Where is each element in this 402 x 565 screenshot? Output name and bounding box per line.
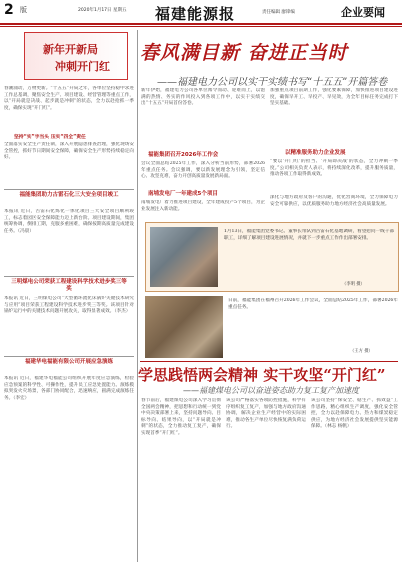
caption-b: 日前，福能集团在福州召开2026年工作会议，全面总结2025年工作，部署2026年重点任务。	[228, 298, 398, 310]
mid-story-body: 会议全面总结2025年工作，深入分析当前形势，部署2026年重点任务。会议强调，要以新发展理念为引领，坚定信心、攻坚克难，奋力开创高质量发展新局面。	[141, 161, 265, 180]
story2-body: 本报讯 近日，三明煤电公司“大型循环流化床锅炉关键技术研究与应用”项目荣获工程建设科学技术进步奖三等奖。该项目针对锅炉运行中的关键技术问题开展攻关，取得显著成效。（李杰）	[4, 296, 134, 315]
divider	[4, 276, 134, 277]
story1-body: 本报讯 近日，古雷石化炼化一体化项目三大安全项目顺利竣工，标志着园区安全保障能力迈上新台阶。项目建设期间，集团统筹协调，倒排工期，克服多重困难，确保按期高质量完成建设任务。（冯晨）	[4, 209, 134, 234]
issue-date: 2020年1月17日 星期五	[78, 8, 127, 13]
caption-b-credit: （王方 摄）	[350, 349, 373, 354]
mid-subhead: 南埔发电厂一年建成5个项目	[148, 191, 218, 197]
logo-line-1: 新年开新局	[43, 43, 98, 56]
page-suffix: 版	[20, 6, 27, 14]
section-title: 企业要闻	[341, 6, 385, 19]
left-sub-heading: 坚持“实”字当头 压实“四全”责任	[14, 135, 86, 140]
bottom-body-b: 该公司严格落实各项防控措施，科学有序组织复工复产，加强与地方政府沟通协调，解决企业生产经营中的实际困难，推动各生产单位尽快恢复满负荷运行。	[226, 398, 306, 430]
photo-site-visit	[150, 227, 218, 287]
story2-title: 三明煤电公司荣获工程建设科学技术进步奖三等奖	[11, 279, 127, 292]
lead-intro-p2: 全面落实安全生产责任制，深入开展隐患排查治理，强化现场安全管控，抓好节日期间安全保障，确保安全生产形势持续稳定向好。	[4, 142, 134, 161]
bottom-headline: 学思践悟两会精神 实干攻坚“开门红”	[138, 366, 386, 384]
story1-title: 福能集团助力古雷石化三大安全项目竣工	[19, 192, 119, 198]
bottom-rule	[140, 361, 398, 362]
caption-a-credit: （李明 摄）	[342, 282, 365, 287]
mid-story-title: 福能集团召开2026年工作会	[148, 152, 219, 158]
lead-headline: 春风满目新 奋进正当时	[140, 42, 348, 64]
header-rule-thin	[0, 26, 402, 27]
story3-title: 福建华电福能有限公司开展应急演练	[24, 359, 113, 365]
page-number: 2	[4, 2, 14, 18]
editor-line: 责任编辑 廖锋编	[262, 10, 295, 15]
masthead: 福建能源报	[155, 5, 236, 23]
right-para2: “要以‘开门红’的担当、‘开局即决战’的状态，全力冲刺一季度。”公司相关负责人表示，将持续深化改革，提升服务质量，推动各项工作取得新成效。	[270, 159, 398, 178]
story3-body: 本报讯 近日，福建华电福能公司组织开展年度应急演练，检验应急预案的科学性、可操作性，提升员工应急处置能力。演练模拟突发火灾场景，各部门协同配合，迅速响应，圆满完成演练任务。（李宏）	[4, 376, 134, 401]
campaign-logo	[24, 32, 128, 80]
photo-banner	[145, 222, 399, 292]
lead-subhead: ——福建电力公司以实干实绩书写“十五五”开篇答卷	[157, 77, 388, 88]
right-para1: 加强重点项目前期工作，强化要素保障，加快推进项目建设进度，确保早开工、早投产、早见效，为全年目标任务完成打下坚实基础。	[270, 88, 398, 107]
logo-line-2: 冲刺开门红	[55, 60, 110, 73]
lead-intro-p1: 春潮涌动，万物更新。“十五五”开局之年，各单位坚持稳中求进工作总基调，聚焦安全生产、项目建设、经营管理等重点工作，以“开局就是决战、起步就是冲刺”的状态，全力以赴抢抓一季度，确保实现“开门红”。	[4, 86, 134, 111]
bottom-body-c: 该公司坚持“保安全、稳生产、抓效益”工作思路，精心组织生产调度，强化安全管控，全力以赴保障电力、热力和煤炭稳定供应，为地方经济社会发展提供坚实能源保障。（林志 杨帆）	[311, 398, 398, 430]
mid-subbody: 南埔发电厂着力推进项目建设，全年建成投产5个项目，为企业发展注入新动能。	[141, 200, 265, 212]
mid-para1: 新年伊始，福建电力公司各单位闻令而动、迎难而上，以饱满的热情、务实的作风投入到各项工作中，以实干实绩交出“十五五”开局首份答卷。	[141, 88, 265, 107]
header-rule	[0, 23, 402, 25]
right-para3: 深化与地方政府及客户的沟通，优化营商环境，全力保障电力安全可靠供应，以优质服务助力地方经济社会高质量发展。	[270, 195, 398, 207]
bottom-body-a: 春节前后，福建煤电公司深入学习贯彻全国两会精神，把思想和行动统一到党中央决策部署上来，坚持问题导向、目标导向、结果导向，以“开局就是冲刺”的状态，全力推动复工复产，确保实现首季“开门红”。	[141, 398, 221, 436]
right-sub-heading: 以精准服务助力企业发展	[285, 150, 346, 156]
divider	[4, 189, 134, 190]
column-rule	[137, 30, 138, 562]
caption-a: 1月13日，福能集团党委书记、董事长带队到古雷石化基地调研，看望慰问一线干部职工，详细了解项目建设进展情况，并就下一步重点工作作出部署安排。	[224, 229, 394, 241]
divider	[4, 356, 134, 357]
bottom-subhead: ——福建煤电公司以奋进姿态助力复工复产加速度	[183, 386, 359, 395]
photo-meeting	[145, 296, 223, 358]
